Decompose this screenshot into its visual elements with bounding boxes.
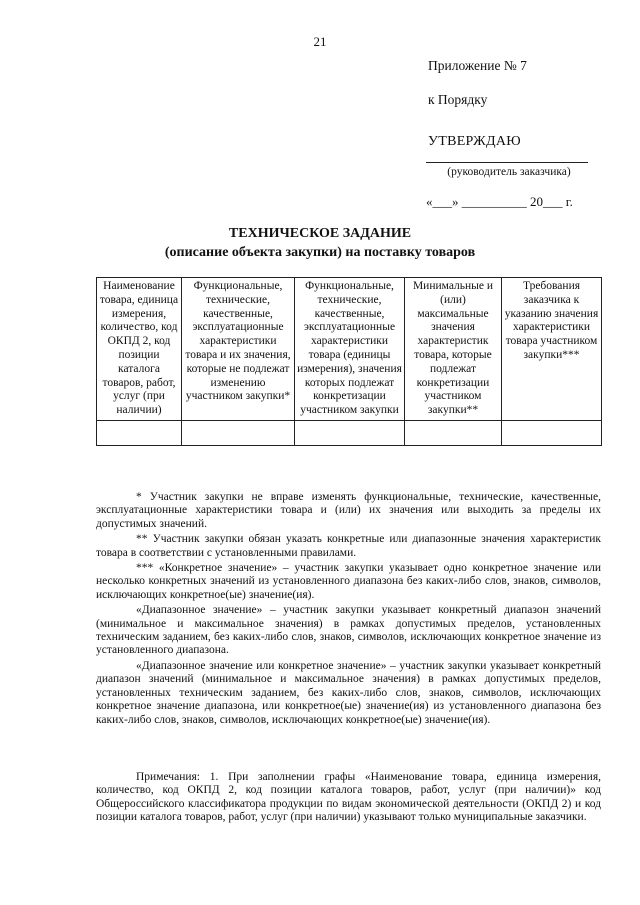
date-line: «___» __________ 20___ г. <box>426 194 573 209</box>
column-header-customer-requirements: Требования заказчика к указанию значения характеристики товара участником закупки*** <box>502 278 602 421</box>
table-row <box>97 420 602 445</box>
table-cell <box>295 420 405 445</box>
document-title: ТЕХНИЧЕСКОЕ ЗАДАНИЕ <box>228 226 412 241</box>
column-header-specified-characteristics: Функциональные, технические, качественные, эксплуатационные характеристики товара (единицы измерения), значения которых подлежат конкретизации участником закупки <box>295 278 405 421</box>
annex-number: Приложение № 7 <box>428 58 527 73</box>
page-number: 21 <box>313 34 327 49</box>
column-header-fixed-characteristics: Функциональные, технические, качественные, эксплуатационные характеристики товара и их значения, которые не подлежат изменению участником закупки* <box>182 278 295 421</box>
footnote: «Диапазонное значение» – участник закупки указывает конкретный диапазон значений (минимальное и максимальное значения) в рамках допустимых пределов, установленных техническим заданием, без каких-либо слов, знаков, символов, исключающих конкретное значение из установленного диапазона. <box>96 604 601 657</box>
table-cell <box>182 420 295 445</box>
footnotes <box>96 491 601 729</box>
footnote: «Диапазонное значение или конкретное значение» – участник закупки указывает конкретный диапазон значений (минимальное и максимальное значения) в рамках допустимых пределов, установленных техническим заданием, без каких-либо слов, знаков, символов, исключающих конкретное значение диапазона, или конкретное(ые) значение(ия) из установленного диапазона без каких-либо слов, знаков, символов, исключающих конкретное(ые) значение(ия). <box>96 659 601 726</box>
annex-reference: к Порядку <box>428 92 488 107</box>
table-cell <box>502 420 602 445</box>
signature-line <box>426 162 588 163</box>
remarks-paragraph: Примечания: 1. При заполнении графы «Наименование товара, единица измерения, количество, код ОКПД 2, код позиции каталога товаров, работ, услуг (при наличии)» код Общероссийского классификатора продукции по видам экономической деятельности (ОКПД 2) и код позиции каталога товаров, работ, услуг (при наличии) указывают только муниципальные заказчики. <box>96 771 601 824</box>
footnote: *** «Конкретное значение» – участник закупки указывает одно конкретное значение или несколько конкретных значений из установленного диапазона без каких-либо слов, знаков, символов, исключающих конкретное(ые) значение(ия). <box>96 562 601 601</box>
remarks <box>96 771 601 825</box>
column-header-min-max-values: Минимальные и (или) максимальные значения характеристик товара, которые подлежат конкретизации участником закупки** <box>405 278 502 421</box>
document-subtitle: (описание объекта закупки) на поставку товаров <box>164 245 476 260</box>
requirements-table <box>96 277 602 446</box>
approval-heading: УТВЕРЖДАЮ <box>428 134 521 149</box>
footnote: ** Участник закупки обязан указать конкретные или диапазонные значения характеристик товара в соответствии с установленными правилами. <box>96 533 601 559</box>
footnote: * Участник закупки не вправе изменять функциональные, технические, качественные, эксплуатационные характеристики товара и (или) их значения или выходить за пределы их допустимых значений. <box>96 491 601 530</box>
column-header-name: Наименование товара, единица измерения, количество, код ОКПД 2, код позиции каталога товаров, работ, услуг (при наличии) <box>97 278 182 421</box>
table-cell <box>97 420 182 445</box>
table-header-row <box>97 278 602 421</box>
signature-caption: (руководитель заказчика) <box>447 166 571 178</box>
table-cell <box>405 420 502 445</box>
